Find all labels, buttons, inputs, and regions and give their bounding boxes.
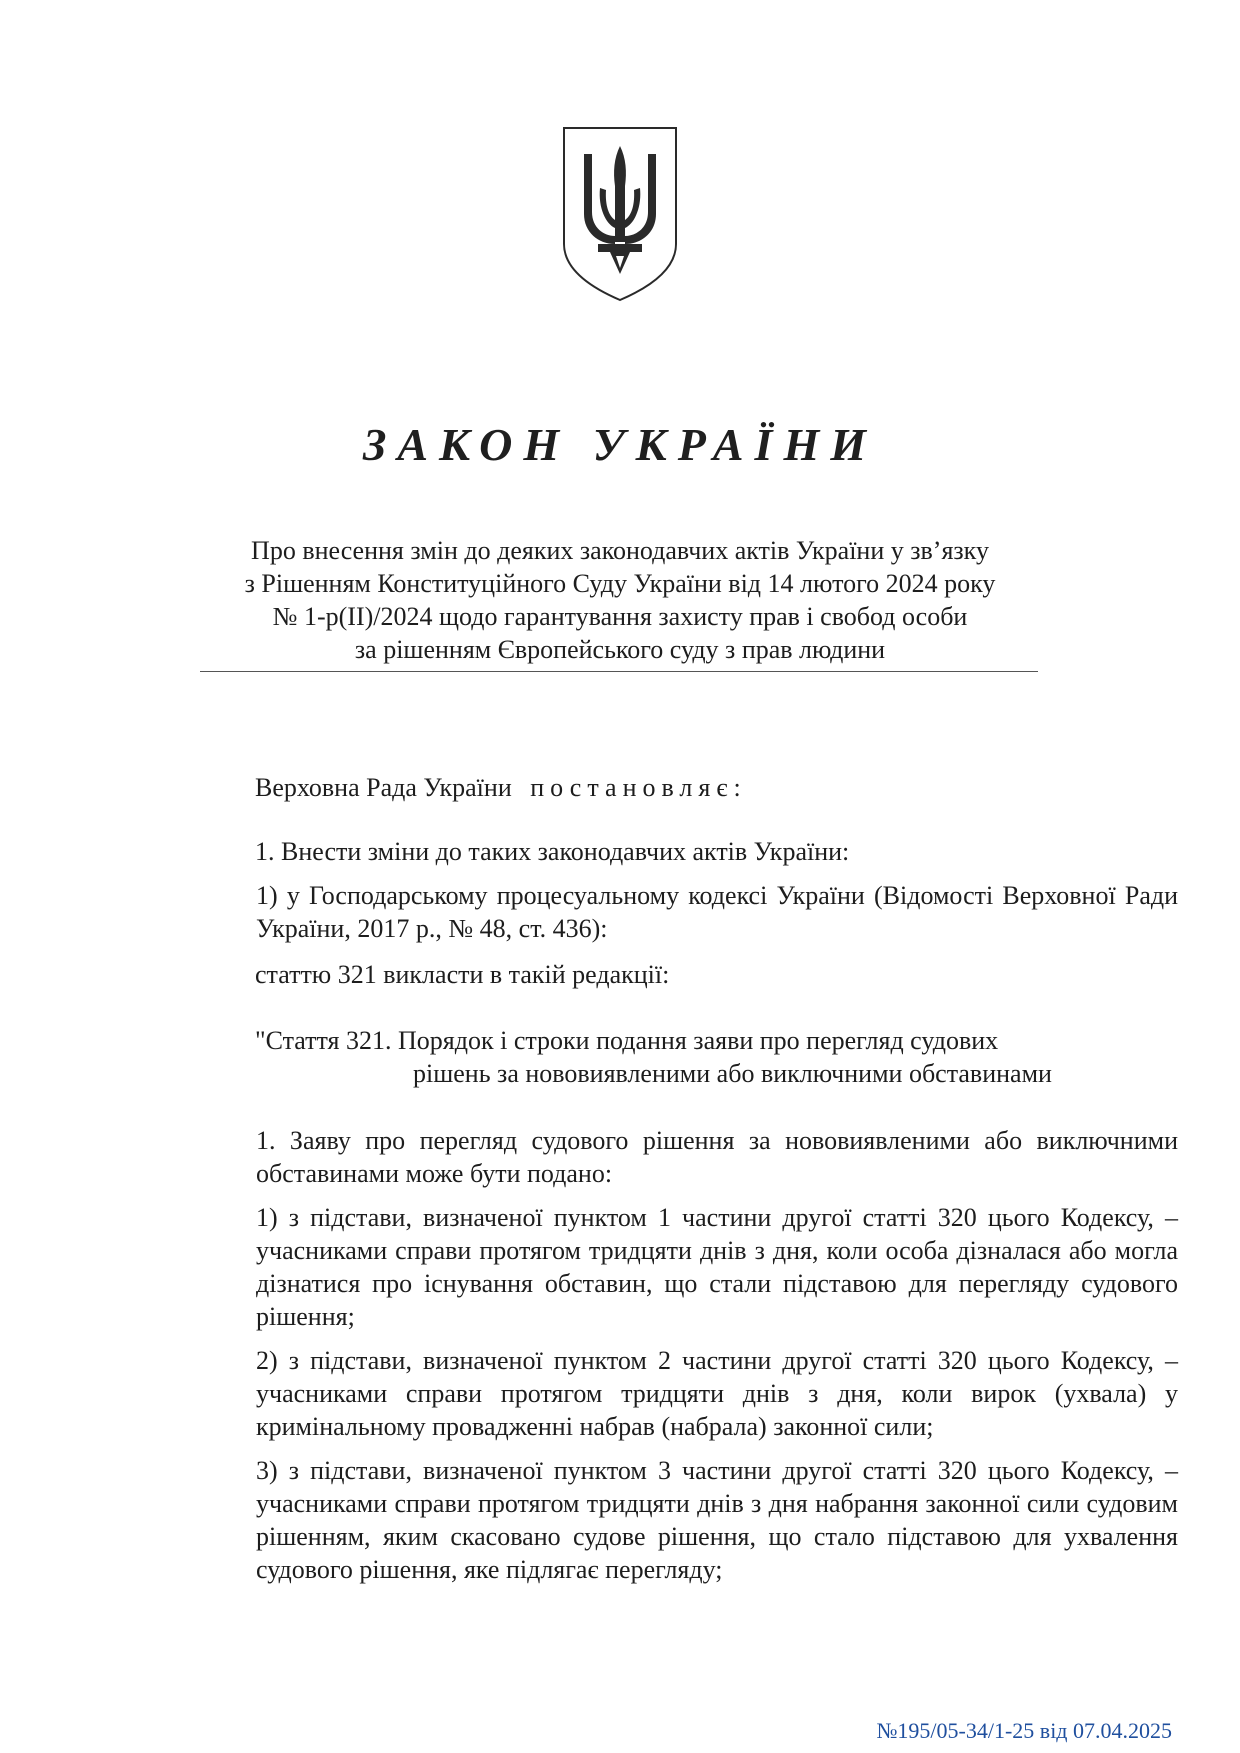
paragraph-instruction: статтю 321 викласти в такій редакції: — [255, 960, 670, 989]
subject-divider — [200, 671, 1038, 672]
enacting-prefix: Верховна Рада України — [255, 773, 512, 802]
paragraph-text: 2) з підстави, визначеної пунктом 2 частини другої статті 320 цього Кодексу, – учасниками справи протягом тридцяти днів з дня, коли вирок (ухвала) у кримінальному провадженні набрав (набрала) законної сили; — [256, 1346, 1178, 1441]
article-heading: "Стаття 321. Порядок і строки подання заяви про перегляд судових — [255, 1026, 999, 1055]
paragraph-sub-3 — [178, 1454, 1178, 1586]
paragraph-item-1: 1. Внести зміни до таких законодавчих актів України: — [255, 837, 850, 866]
subject-line: з Рішенням Конституційного Суду України від 14 лютого 2024 року — [244, 569, 996, 598]
registration-number: №195/05-34/1-25 від 07.04.2025 — [876, 1718, 1172, 1743]
paragraph-sub-2 — [178, 1344, 1178, 1443]
subject-line: Про внесення змін до деяких законодавчих актів України у зв’язку — [251, 536, 989, 565]
paragraph-text: 1) у Господарському процесуальному кодексі України (Відомості Верховної Ради України, 2017 р., № 48, ст. 436): — [256, 881, 1178, 943]
law-subject — [170, 534, 1070, 666]
paragraph-text: 1) з підстави, визначеної пунктом 1 частини другої статті 320 цього Кодексу, – учасниками справи протягом тридцяти днів з дня, коли особа дізналася або могла дізнатися про існування обставин, що стали підставою для перегляду судового рішення; — [256, 1203, 1178, 1331]
article-heading-continued: рішень за нововиявленими або виключними обставинами — [413, 1059, 1052, 1088]
enacting-word: постановляє: — [530, 773, 747, 802]
subject-line: за рішенням Європейського суду з прав людини — [354, 635, 886, 664]
paragraph-sub-1 — [178, 1201, 1178, 1333]
enacting-clause — [255, 771, 747, 804]
paragraph-part-1 — [178, 1124, 1178, 1190]
paragraph-text: 1. Заяву про перегляд судового рішення за нововиявленими або виключними обставинами може бути подано: — [256, 1126, 1178, 1188]
law-title: ЗАКОН УКРАЇНИ — [362, 419, 878, 470]
paragraph-item-1-1 — [178, 879, 1178, 945]
subject-line: № 1-р(II)/2024 щодо гарантування захисту прав і свобод особи — [272, 602, 968, 631]
trident-coat-of-arms-icon — [560, 124, 680, 304]
paragraph-text: 3) з підстави, визначеної пунктом 3 частини другої статті 320 цього Кодексу, – учасниками справи протягом тридцяти днів з дня набрання законної сили судовим рішенням, яким скасовано судове рішення, що стало підставою для ухвалення судового рішення, яке підлягає перегляду; — [256, 1456, 1178, 1584]
